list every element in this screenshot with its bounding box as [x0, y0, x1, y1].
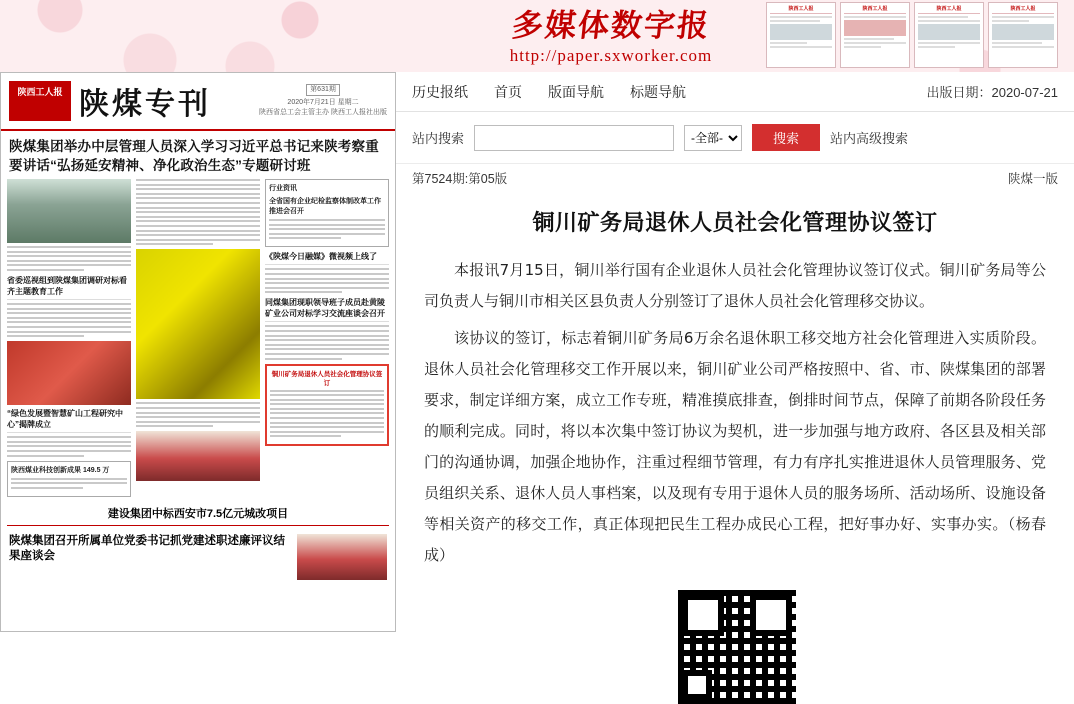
newspaper-subheadline: 同煤集团现职领导班子成员赴黄陵矿业公司对标学习交流座谈会召开	[265, 297, 389, 322]
newspaper-text-block	[136, 402, 260, 427]
newspaper-text-block	[7, 303, 131, 337]
newspaper-text-block	[7, 246, 131, 271]
newspaper-ad-title: 行业资讯	[269, 185, 297, 192]
newspaper-masthead	[1, 73, 395, 131]
newspaper-column-1	[7, 179, 131, 501]
newspaper-photo	[297, 534, 387, 580]
newspaper-mid-headline: 建设集团中标西安市7.5亿元城改项目	[107, 507, 289, 520]
newspaper-headline-block	[1, 131, 395, 179]
paper-thumbnail[interactable]	[840, 2, 910, 68]
issue-section: 陕煤一版	[1007, 172, 1058, 186]
qr-code	[678, 590, 796, 704]
advanced-search-link[interactable]: 站内高级搜索	[830, 131, 909, 146]
newspaper-column-2	[136, 179, 260, 501]
issue-number: 第7524期:第05版	[412, 172, 508, 186]
search-category-select[interactable]	[684, 125, 742, 151]
paper-thumbnail-title: 陕西工人报	[918, 5, 980, 14]
nav-item-layout-nav[interactable]: 版面导航	[548, 83, 604, 100]
paper-thumbnail-title: 陕西工人报	[770, 5, 832, 14]
newspaper-issue: 第631期	[306, 84, 340, 96]
brand-url: http://paper.sxworker.com	[509, 46, 713, 65]
paper-thumbnail[interactable]	[766, 2, 836, 68]
search-input[interactable]	[474, 125, 674, 151]
search-bar	[396, 112, 1074, 164]
article-body	[396, 192, 1074, 571]
newspaper-column-3	[265, 179, 389, 501]
nav-item-home[interactable]: 首页	[494, 83, 522, 100]
newspaper-columns	[1, 179, 395, 501]
newspaper-text-block	[265, 325, 389, 359]
article-paragraph: 本报讯7月15日，铜川举行国有企业退休人员社会化管理协议签订仪式。铜川矿务局等公司负责人与铜川市相关区县负责人分别签订了退休人员社会化管理移交协议。	[424, 261, 1046, 310]
paper-thumbnail-title: 陕西工人报	[992, 5, 1054, 14]
newspaper-highlight-title: 铜川矿务局退休人员社会化管理协议签订	[271, 370, 383, 387]
newspaper-title: 陕煤专刊	[79, 87, 211, 122]
newspaper-boxed-article	[7, 461, 131, 497]
newspaper-boxed-title: 陕西煤业科技创新成果 149.5 万	[11, 466, 110, 474]
nav-item-history[interactable]: 历史报纸	[412, 83, 468, 100]
paper-thumbnail[interactable]	[988, 2, 1058, 68]
newspaper-subheadline: 《陕煤今日融媒》微视频上线了	[265, 251, 389, 265]
search-button[interactable]: 搜索	[752, 124, 820, 151]
newspaper-subheadline: 全省国有企业纪检监察体制改革工作推进会召开	[269, 198, 381, 215]
newspaper-logo: 陕西工人报	[9, 81, 71, 121]
newspaper-publisher: 陕西省总工会主管主办 陕西工人报社出版	[259, 109, 387, 116]
paper-thumbnail-title: 陕西工人报	[844, 5, 906, 14]
newspaper-meta	[259, 84, 387, 118]
newspaper-boxed-article	[265, 179, 389, 247]
newspaper-subheadline: 省委巡视组到陕煤集团调研对标看齐主题教育工作	[7, 275, 131, 300]
brand-title: 多媒体数字报	[510, 8, 712, 44]
main-navigation	[396, 72, 1074, 112]
newspaper-headline: 陕煤集团举办中层管理人员深入学习习近平总书记来陕考察重要讲话“弘扬延安精神、净化政治生态”专题研讨班	[9, 139, 379, 173]
publish-date: 出版日期：2020-07-21	[926, 85, 1058, 100]
newspaper-page-image[interactable]	[0, 72, 396, 632]
newspaper-text-block	[136, 179, 260, 245]
newspaper-divider	[7, 525, 389, 526]
newspaper-photo	[136, 431, 260, 481]
article-title: 铜川矿务局退休人员社会化管理协议签订	[532, 211, 938, 236]
newspaper-bottom-band	[1, 530, 395, 583]
search-label: 站内搜索	[412, 131, 465, 146]
paper-thumbnail-strip	[766, 2, 1066, 70]
newspaper-text-block	[265, 268, 389, 293]
newspaper-photo	[7, 179, 131, 243]
newspaper-bottom-headline: 陕煤集团召开所属单位党委书记抓党建述职述廉评议结果座谈会	[9, 534, 285, 562]
nav-item-title-nav[interactable]: 标题导航	[630, 83, 686, 100]
newspaper-photo	[7, 341, 131, 405]
newspaper-text-block	[7, 436, 131, 456]
paper-thumbnail[interactable]	[914, 2, 984, 68]
newspaper-date: 2020年7月21日 星期二	[287, 99, 359, 106]
newspaper-highlighted-article[interactable]	[265, 364, 389, 447]
newspaper-subheadline: “绿色发展暨智慧矿山工程研究中心”揭牌成立	[7, 408, 131, 433]
newspaper-photo	[136, 249, 260, 399]
site-brand	[466, 8, 756, 66]
content-pane	[396, 72, 1074, 632]
issue-bar	[396, 164, 1074, 192]
article-paragraph: 该协议的签订，标志着铜川矿务局6万余名退休职工移交地方社会化管理进入实质阶段。退休人员社会化管理移交工作开展以来，铜川矿业公司严格按照中、省、市、陕煤集团的部署要求，制定详细方案，成立工作专班，精准摸底排查，倒排时间节点，保障了前期各阶段任务的顺利完成。同时，将以本次集中签订协议为契机，进一步加强与地方政府、各区县及相关部门的沟通协调，加强企地协作，注重过程细节管理，有力有序扎实推进退休人员管理服务、党员组织关系、退休人员人事档案，以及现有专用于退休人员的服务场所、活动场所、设施设备等相关资产的移交工作，真正体现把民生工程办成民心工程，把好事办好、实事办实。（杨春成）	[424, 329, 1046, 564]
site-header	[0, 0, 1074, 72]
